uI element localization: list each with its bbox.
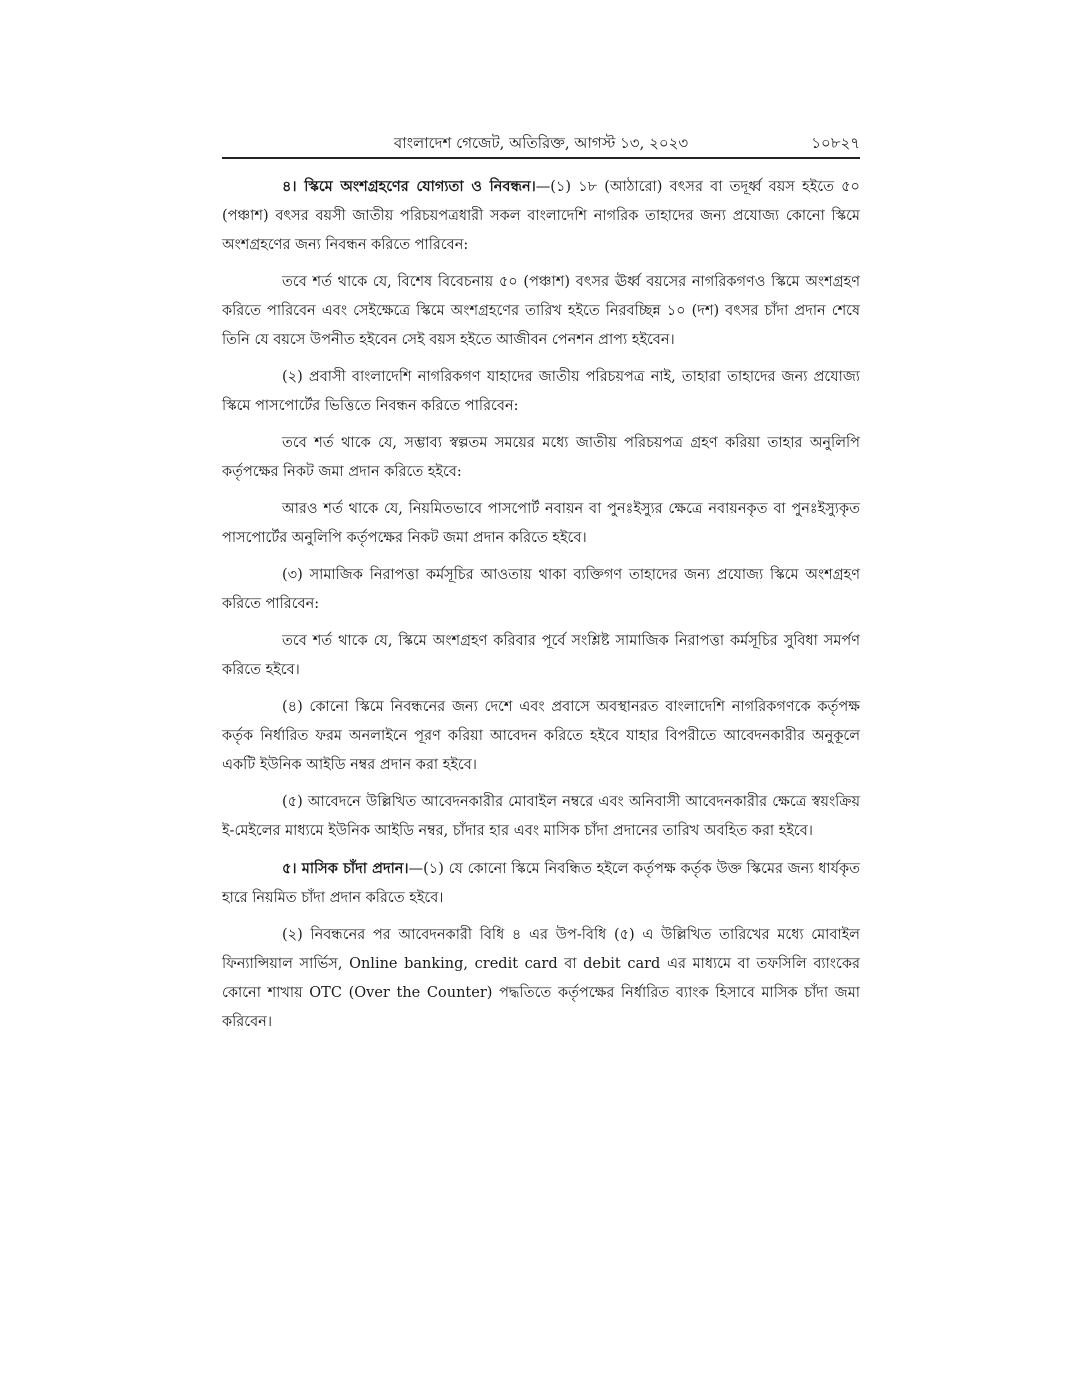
paragraph-4-4: (৪) কোনো স্কিমে নিবন্ধনের জন্য দেশে এবং প্রবাসে অবস্থানরত বাংলাদেশি নাগরিকগণকে কর্তৃপক্ষ কর্তৃক নির্ধারিত ফরম অনলাইনে পূরণ করিয়া আবেদন করিতে হইবে যাহার বিপরীতে আবেদনকারীর অনুকূলে একটি ইউনিক আইডি নম্বর প্রদান করা হইবে।	[222, 699, 860, 773]
document-body	[222, 172, 860, 1045]
paragraph-4-3: (৩) সামাজিক নিরাপত্তা কর্মসূচির আওতায় থাকা ব্যক্তিগণ তাহাদের জন্য প্রযোজ্য স্কিমে অংশগ্রহণ করিতে পারিবেন:	[222, 567, 860, 612]
paragraph-4-2: (২) প্রবাসী বাংলাদেশি নাগরিকগণ যাহাদের জাতীয় পরিচয়পত্র নাই, তাহারা তাহাদের জন্য প্রযোজ্য স্কিমে পাসপোর্টের ভিত্তিতে নিবন্ধন করিতে পারিবেন:	[222, 369, 860, 414]
paragraph-4-2-further-proviso: আরও শর্ত থাকে যে, নিয়মিতভাবে পাসপোর্ট নবায়ন বা পুনঃইস্যুর ক্ষেত্রে নবায়নকৃত বা পুনঃইস্যুকৃত পাসপোর্টের অনুলিপি কর্তৃপক্ষের নিকট জমা প্রদান করিতে হইবে।	[222, 501, 860, 546]
paragraph-4-1-proviso: তবে শর্ত থাকে যে, বিশেষ বিবেচনায় ৫০ (পঞ্চাশ) বৎসর ঊর্ধ্ব বয়সের নাগরিকগণও স্কিমে অংশগ্রহণ করিতে পারিবেন এবং সেইক্ষেত্রে স্কিমে অংশগ্রহণের তারিখ হইতে নিরবচ্ছিন্ন ১০ (দশ) বৎসর চাঁদা প্রদান শেষে তিনি যে বয়সে উপনীত হইবেন সেই বয়স হইতে আজীবন পেনশন প্রাপ্য হইবেন।	[222, 274, 860, 348]
paragraph-4-3-proviso: তবে শর্ত থাকে যে, স্কিমে অংশগ্রহণ করিবার পূর্বে সংশ্লিষ্ট সামাজিক নিরাপত্তা কর্মসূচির সুবিধা সমর্পণ করিতে হইবে।	[222, 633, 860, 678]
paragraph-5-2: (২) নিবন্ধনের পর আবেদনকারী বিধি ৪ এর উপ-বিধি (৫) এ উল্লিখিত তারিখের মধ্যে মোবাইল ফিন্যান্সিয়াল সার্ভিস, Online banking, credit card বা debit card এর মাধ্যমে বা তফসিলি ব্যাংকের কোনো শাখায় OTC (Over the Counter) পদ্ধতিতে কর্তৃপক্ষের নির্ধারিত ব্যাংক হিসাবে মাসিক চাঁদা জমা করিবেন।	[222, 927, 860, 1030]
paragraph-4-1: ৪। স্কিমে অংশগ্রহণের যোগ্যতা ও নিবন্ধন।—(১) ১৮ (আঠারো) বৎসর বা তদূর্ধ্ব বয়স হইতে ৫০ (পঞ্চাশ) বৎসর বয়সী জাতীয় পরিচয়পত্রধারী সকল বাংলাদেশি নাগরিক তাহাদের জন্য প্রযোজ্য কোনো স্কিমে অংশগ্রহণের জন্য নিবন্ধন করিতে পারিবেন:	[222, 178, 860, 253]
paragraph-4-2-proviso: তবে শর্ত থাকে যে, সম্ভাব্য স্বল্পতম সময়ের মধ্যে জাতীয় পরিচয়পত্র গ্রহণ করিয়া তাহার অনুলিপি কর্তৃপক্ষের নিকট জমা প্রদান করিতে হইবে:	[222, 435, 860, 480]
header-divider	[222, 157, 860, 159]
section-5-heading: ৫। মাসিক চাঁদা প্রদান।	[282, 860, 409, 877]
paragraph-5-1: ৫। মাসিক চাঁদা প্রদান।—(১) যে কোনো স্কিমে নিবন্ধিত হইলে কর্তৃপক্ষ কর্তৃক উক্ত স্কিমের জন্য ধার্যকৃত হারে নিয়মিত চাঁদা প্রদান করিতে হইবে।	[222, 860, 860, 906]
paragraph-4-5: (৫) আবেদনে উল্লিখিত আবেদনকারীর মোবাইল নম্বরে এবং অনিবাসী আবেদনকারীর ক্ষেত্রে স্বয়ংক্রিয় ই-মেইলের মাধ্যমে ইউনিক আইডি নম্বর, চাঁদার হার এবং মাসিক চাঁদা প্রদানের তারিখ অবহিত করা হইবে।	[222, 794, 860, 839]
page-number: ১০৮২৭	[811, 134, 860, 152]
page-header	[222, 130, 860, 156]
gazette-title: বাংলাদেশ গেজেট, অতিরিক্ত, আগস্ট ১৩, ২০২৩	[393, 134, 689, 152]
section-4-heading: ৪। স্কিমে অংশগ্রহণের যোগ্যতা ও নিবন্ধন।	[282, 178, 536, 195]
